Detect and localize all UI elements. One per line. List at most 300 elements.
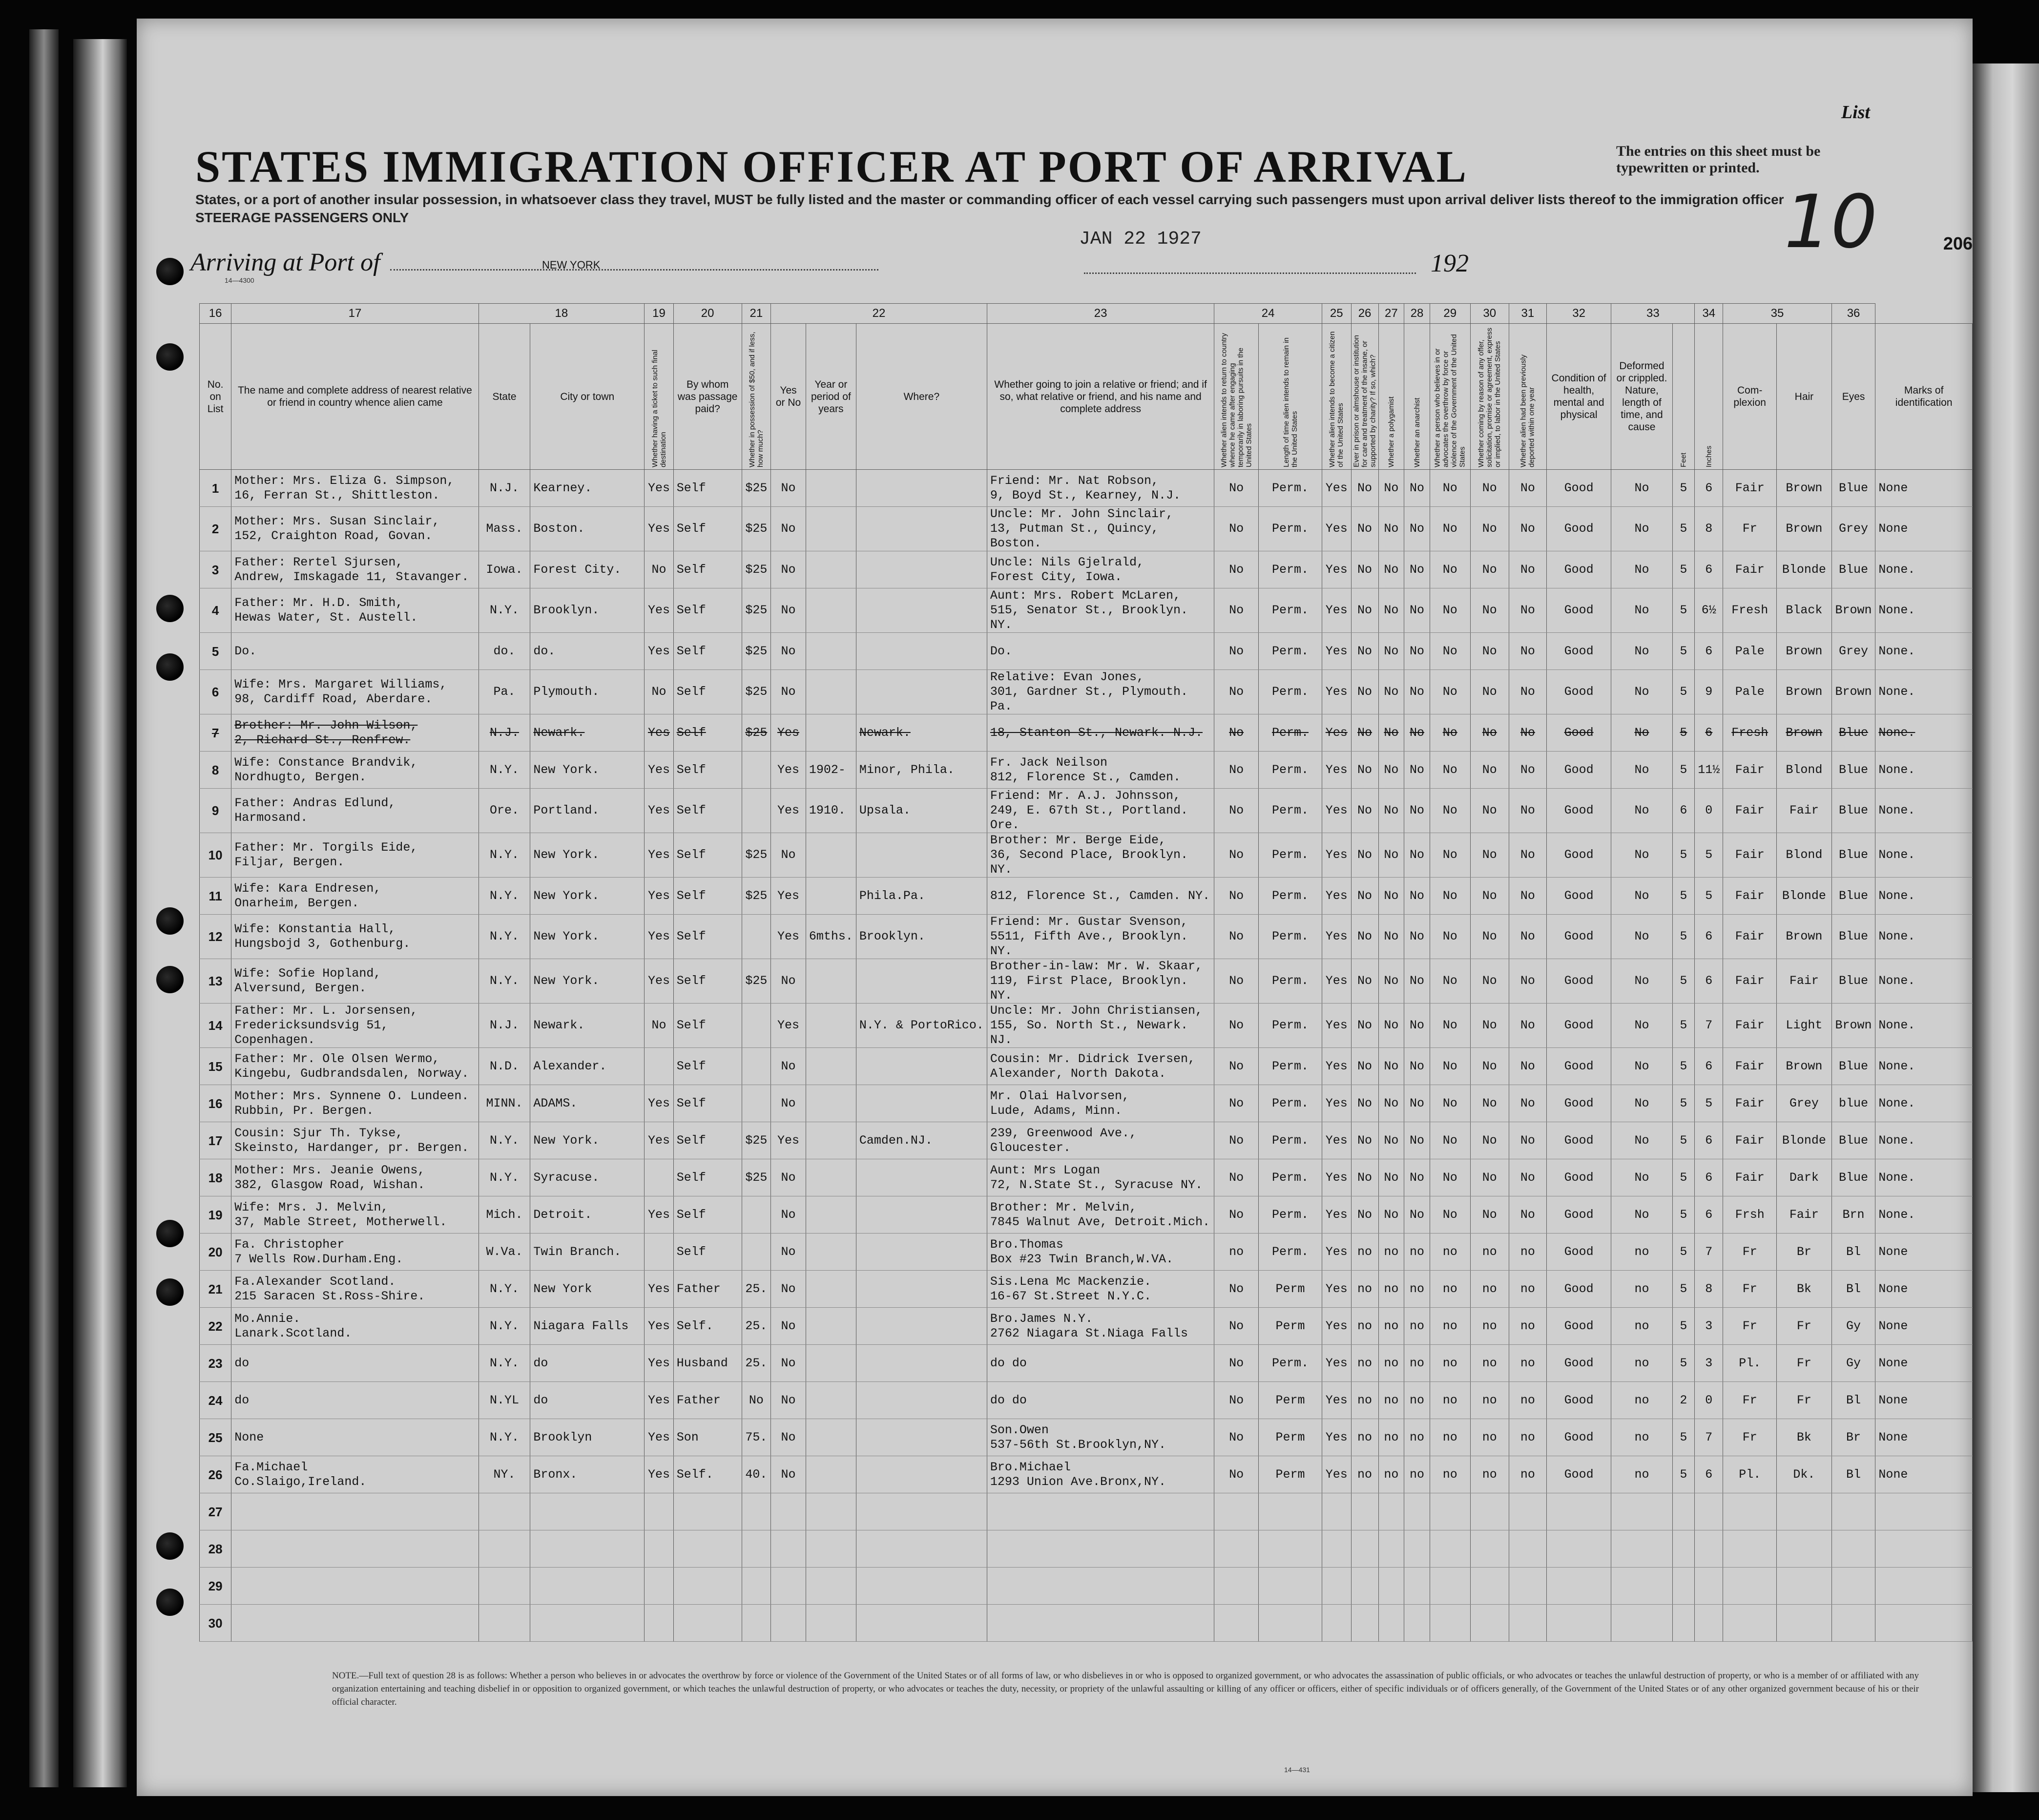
height-inches: 5 [1695,833,1723,878]
joining-relative [987,1159,1214,1196]
purpose-cell: No [1214,1271,1259,1308]
deported-cell: No [1509,1085,1546,1122]
hair-cell: Blond [1777,833,1832,878]
before-year [806,1308,856,1345]
eyes-cell: Bl [1831,1234,1875,1271]
before-where [856,1419,987,1456]
passage-paid-by [673,1605,742,1642]
header-polygamist: Whether a polygamist [1378,324,1404,470]
prison-cell: No [1351,633,1378,670]
before-year [806,1271,856,1308]
table-row [200,878,1973,915]
ticket-cell: Yes [645,633,674,670]
citizen-cell: Yes [1322,833,1351,878]
passage-paid-by: Self [673,714,742,752]
ticket-cell: Yes [645,915,674,959]
polygamist-cell: no [1378,1456,1404,1493]
contract-cell: no [1470,1308,1509,1345]
deformed-cell: No [1611,878,1672,915]
port-name: NEW YORK [542,259,601,271]
joining-relative-line1: Cousin: Mr. Didrick Iversen, [990,1051,1195,1066]
column-number: 21 [742,304,771,324]
joining-relative-line1: Bro.Michael [990,1460,1071,1474]
before-where [856,1530,987,1568]
purpose-cell [1214,1493,1259,1530]
relative-address [231,633,479,670]
marks-cell: None [1875,1234,1973,1271]
health-cell: Good [1546,633,1611,670]
destination-state: N.Y. [479,588,530,633]
complexion-cell: Fair [1723,1122,1777,1159]
length-of-stay: Perm. [1259,588,1322,633]
money-cell [742,1234,771,1271]
table-row [200,1456,1973,1493]
length-of-stay: Perm. [1259,789,1322,833]
destination-city: Portland. [530,789,645,833]
height-feet: 5 [1672,670,1695,714]
prison-cell: no [1351,1271,1378,1308]
height-feet: 5 [1672,1048,1695,1085]
relative-address-line2: 2, Richard St., Renfrew. [234,732,411,747]
contract-cell: no [1470,1345,1509,1382]
polygamist-cell: no [1378,1419,1404,1456]
money-cell [742,1530,771,1568]
destination-city: Brooklyn. [530,588,645,633]
before-year [806,1605,856,1642]
prison-cell: No [1351,959,1378,1004]
length-of-stay: Perm. [1259,551,1322,588]
prison-cell: No [1351,1196,1378,1234]
destination-city: do. [530,633,645,670]
deformed-cell: No [1611,1048,1672,1085]
height-feet: 5 [1672,1234,1695,1271]
manifest-page [137,19,1973,1796]
relative-address [231,1048,479,1085]
polygamist-cell: No [1378,1159,1404,1196]
contract-cell: No [1470,1122,1509,1159]
eyes-cell: Blue [1831,833,1875,878]
relative-address-line1: Wife: Kara Endresen, [234,881,381,896]
overthrow-cell: no [1430,1382,1470,1419]
polygamist-cell: No [1378,1048,1404,1085]
passage-paid-by: Self [673,1196,742,1234]
eyes-cell: Blue [1831,714,1875,752]
contract-cell: No [1470,1196,1509,1234]
anarchist-cell: No [1404,1004,1430,1048]
citizen-cell: Yes [1322,633,1351,670]
prison-cell: No [1351,670,1378,714]
footnote: NOTE.—Full text of question 28 is as follows: Whether a person who believes in or advocates the overthrow by force or violence of the Government of the United States or of all forms of law, or who disbelieves in or who is opposed to organized government, or who advocates the assassination of public officials, or who advocates or teaches the unlawful destruction of property, or who is a member of or affiliated with any organization entertaining and teaching disbelief in or opposition to organized government, or which teaches the unlawful destruction of property, or who advocates or teaches the duty, necessity, or propriety of the unlawful assaulting or killing of any officer or officers, either of specific individuals or of officers generally, of the Government of the United States or of any other organized government because of his or their official character. [332,1671,1919,1707]
ticket-cell: Yes [645,470,674,507]
destination-city: Bronx. [530,1456,645,1493]
prison-cell: no [1351,1345,1378,1382]
complexion-cell [1723,1493,1777,1530]
overthrow-cell: No [1430,789,1470,833]
joining-relative-line1: 18, Stanton St., Newark. N.J. [990,725,1203,740]
ticket-cell: No [645,670,674,714]
overthrow-cell: No [1430,470,1470,507]
before-where [856,1196,987,1234]
health-cell: Good [1546,507,1611,551]
joining-relative-line2: 9, Boyd St., Kearney, N.J. [990,488,1181,502]
table-row [200,1048,1973,1085]
header-where: Where? [856,324,987,470]
table-row [200,1122,1973,1159]
row-number: 26 [200,1456,231,1493]
complexion-cell: Fair [1723,752,1777,789]
money-cell: $25 [742,670,771,714]
eyes-cell: Blue [1831,959,1875,1004]
destination-state: N.Y. [479,878,530,915]
hair-cell: Dark [1777,1159,1832,1196]
marks-cell [1875,1493,1973,1530]
polygamist-cell: No [1378,752,1404,789]
height-feet: 5 [1672,959,1695,1004]
marks-cell: None. [1875,915,1973,959]
destination-city: Boston. [530,507,645,551]
contract-cell [1470,1493,1509,1530]
before-year [806,1196,856,1234]
polygamist-cell: no [1378,1345,1404,1382]
row-number: 29 [200,1568,231,1605]
header-deformed: Deformed or crippled. Nature, length of time, and cause [1611,324,1672,470]
overthrow-cell [1430,1568,1470,1605]
anarchist-cell: No [1404,1196,1430,1234]
prison-cell: No [1351,752,1378,789]
height-inches [1695,1568,1723,1605]
joining-relative [987,1605,1214,1642]
complexion-cell: Fr [1723,1382,1777,1419]
overthrow-cell: No [1430,1085,1470,1122]
height-inches: 11½ [1695,752,1723,789]
complexion-cell: Fr [1723,1234,1777,1271]
joining-relative [987,1345,1214,1382]
polygamist-cell: No [1378,915,1404,959]
deformed-cell: no [1611,1234,1672,1271]
prison-cell: No [1351,1159,1378,1196]
header-anarchist: Whether an anarchist [1404,324,1430,470]
complexion-cell [1723,1530,1777,1568]
passage-paid-by: Self [673,878,742,915]
before-in-us: Yes [771,915,806,959]
money-cell: $25 [742,551,771,588]
destination-state: N.Y. [479,915,530,959]
height-inches: 3 [1695,1345,1723,1382]
relative-address-line2: 215 Saracen St.Ross-Shire. [234,1289,425,1303]
relative-address-line2: Fredericksundsvig 51, Copenhagen. [234,1018,389,1047]
passage-paid-by: Self [673,1085,742,1122]
deformed-cell: no [1611,1271,1672,1308]
deported-cell: no [1509,1382,1546,1419]
destination-city [530,1568,645,1605]
hair-cell: Br [1777,1234,1832,1271]
marks-cell: None. [1875,878,1973,915]
contract-cell: No [1470,878,1509,915]
destination-state: N.J. [479,470,530,507]
overthrow-cell [1430,1605,1470,1642]
deported-cell: no [1509,1308,1546,1345]
relative-address-line2: Kingebu, Gudbrandsdalen, Norway. [234,1066,469,1081]
ticket-cell: Yes [645,1196,674,1234]
overthrow-cell [1430,1530,1470,1568]
joining-relative [987,1456,1214,1493]
ticket-cell: Yes [645,1085,674,1122]
eyes-cell: Gy [1831,1345,1875,1382]
destination-state [479,1605,530,1642]
before-in-us [771,1605,806,1642]
before-where [856,670,987,714]
column-number: 35 [1723,304,1831,324]
joining-relative [987,1568,1214,1605]
overthrow-cell: No [1430,752,1470,789]
header-passage: By whom was passage paid? [673,324,742,470]
destination-city: do [530,1345,645,1382]
polygamist-cell: No [1378,633,1404,670]
deported-cell: No [1509,670,1546,714]
joining-relative [987,915,1214,959]
relative-address-line1: Mo.Annie. [234,1311,301,1326]
length-of-stay: Perm. [1259,915,1322,959]
destination-state: N.Y. [479,959,530,1004]
relative-address [231,1271,479,1308]
anarchist-cell: No [1404,1159,1430,1196]
joining-relative [987,1308,1214,1345]
row-number: 23 [200,1345,231,1382]
row-number: 3 [200,551,231,588]
height-feet: 5 [1672,752,1695,789]
health-cell: Good [1546,1196,1611,1234]
overthrow-cell: no [1430,1308,1470,1345]
ticket-cell: Yes [645,1456,674,1493]
length-of-stay: Perm. [1259,1048,1322,1085]
before-in-us: No [771,959,806,1004]
joining-relative-line1: Mr. Olai Halvorsen, [990,1088,1129,1103]
overthrow-cell: No [1430,959,1470,1004]
table-row [200,507,1973,551]
passage-paid-by [673,1493,742,1530]
overthrow-cell [1430,1493,1470,1530]
contract-cell: no [1470,1382,1509,1419]
joining-relative [987,1419,1214,1456]
joining-relative-line2: Box #23 Twin Branch,W.VA. [990,1252,1173,1266]
contract-cell: No [1470,551,1509,588]
contract-cell: No [1470,789,1509,833]
overthrow-cell: No [1430,588,1470,633]
health-cell [1546,1493,1611,1530]
overthrow-cell: No [1430,878,1470,915]
passage-paid-by: Self [673,551,742,588]
deported-cell: no [1509,1234,1546,1271]
relative-address [231,1085,479,1122]
passage-paid-by: Self [673,507,742,551]
destination-city: Alexander. [530,1048,645,1085]
purpose-cell: No [1214,1456,1259,1493]
deformed-cell: No [1611,670,1672,714]
binder-hole [156,595,184,622]
marks-cell: None. [1875,1085,1973,1122]
citizen-cell: Yes [1322,1308,1351,1345]
polygamist-cell: No [1378,1196,1404,1234]
relative-address-line1: Mother: Mrs. Synnene O. Lundeen. [234,1088,469,1103]
anarchist-cell: No [1404,470,1430,507]
anarchist-cell: no [1404,1345,1430,1382]
marks-cell: None. [1875,633,1973,670]
health-cell: Good [1546,1345,1611,1382]
relative-address [231,1493,479,1530]
joining-relative-line2: 119, First Place, Brooklyn. NY. [990,974,1188,1003]
polygamist-cell: No [1378,1085,1404,1122]
eyes-cell: blue [1831,1085,1875,1122]
money-cell [742,1493,771,1530]
joining-relative-line1: Do. [990,644,1012,658]
health-cell: Good [1546,1382,1611,1419]
anarchist-cell: no [1404,1382,1430,1419]
deformed-cell: No [1611,1159,1672,1196]
polygamist-cell: No [1378,470,1404,507]
header-money: Whether in possession of $50, and if less, how much? [742,324,771,470]
destination-city: ADAMS. [530,1085,645,1122]
deformed-cell [1611,1568,1672,1605]
joining-relative [987,959,1214,1004]
health-cell [1546,1530,1611,1568]
citizen-cell: Yes [1322,1085,1351,1122]
joining-relative-line1: Bro.Thomas [990,1237,1063,1252]
overthrow-cell: no [1430,1234,1470,1271]
relative-address-line2: Co.Slaigo,Ireland. [234,1474,367,1489]
joining-relative [987,878,1214,915]
relative-address-line1: do [234,1356,250,1370]
before-where: Phila.Pa. [856,878,987,915]
passage-paid-by: Self [673,1004,742,1048]
height-inches: 7 [1695,1419,1723,1456]
footer-form-number: 14—431 [1284,1766,1310,1774]
citizen-cell: Yes [1322,752,1351,789]
row-number: 30 [200,1605,231,1642]
overthrow-cell: No [1430,833,1470,878]
joining-relative-line1: Brother: Mr. Berge Eide, [990,833,1166,847]
citizen-cell: Yes [1322,959,1351,1004]
citizen-cell: Yes [1322,551,1351,588]
height-feet: 5 [1672,1159,1695,1196]
money-cell [742,1568,771,1605]
deformed-cell: No [1611,959,1672,1004]
joining-relative-line2: 7845 Walnut Ave, Detroit.Mich. [990,1214,1210,1229]
destination-state: N.J. [479,714,530,752]
deformed-cell: No [1611,714,1672,752]
deported-cell: No [1509,633,1546,670]
destination-state [479,1530,530,1568]
before-where: N.Y. & PortoRico. [856,1004,987,1048]
destination-city: Niagara Falls [530,1308,645,1345]
money-cell: $25 [742,959,771,1004]
relative-address-line2: 382, Glasgow Road, Wishan. [234,1177,425,1192]
destination-state: MINN. [479,1085,530,1122]
before-in-us: No [771,1456,806,1493]
marks-cell [1875,1568,1973,1605]
complexion-cell: Pale [1723,670,1777,714]
column-number: 26 [1351,304,1378,324]
length-of-stay [1259,1493,1322,1530]
destination-city: New York [530,1271,645,1308]
length-of-stay: Perm. [1259,1159,1322,1196]
anarchist-cell: no [1404,1271,1430,1308]
height-inches [1695,1605,1723,1642]
length-of-stay: Perm [1259,1382,1322,1419]
polygamist-cell: No [1378,789,1404,833]
complexion-cell: Fair [1723,959,1777,1004]
purpose-cell: No [1214,1085,1259,1122]
table-row [200,1271,1973,1308]
health-cell: Good [1546,1234,1611,1271]
row-number: 16 [200,1085,231,1122]
relative-address [231,1234,479,1271]
ticket-cell: Yes [645,1308,674,1345]
ticket-cell: Yes [645,878,674,915]
marks-cell: None. [1875,752,1973,789]
citizen-cell: Yes [1322,1122,1351,1159]
destination-city: Detroit. [530,1196,645,1234]
ticket-cell: Yes [645,959,674,1004]
health-cell: Good [1546,752,1611,789]
header-condition: Condition of health, mental and physical [1546,324,1611,470]
height-inches: 6 [1695,1048,1723,1085]
destination-city: New York. [530,959,645,1004]
passage-paid-by: Self [673,470,742,507]
joining-relative-line2: 72, N.State St., Syracuse NY. [990,1177,1203,1192]
before-year [806,1345,856,1382]
polygamist-cell: No [1378,551,1404,588]
joining-relative-line1: 239, Greenwood Ave., Gloucester. [990,1126,1137,1155]
header-subtitle: States, or a port of another insular possession, in whatsoever class they travel, MUST be fully listed and the master or commanding officer of each vessel carrying such passengers must upon arrival deliver lists thereof to the immigration officer [195,192,1784,207]
ledger-edge [29,29,59,1787]
passage-paid-by: Self [673,670,742,714]
eyes-cell: Brn [1831,1196,1875,1234]
column-number: 20 [673,304,742,324]
anarchist-cell: No [1404,959,1430,1004]
header-state: State [479,324,530,470]
citizen-cell: Yes [1322,1048,1351,1085]
before-where [856,1308,987,1345]
length-of-stay: Perm. [1259,714,1322,752]
destination-state: W.Va. [479,1234,530,1271]
length-of-stay: Perm. [1259,833,1322,878]
deformed-cell: No [1611,470,1672,507]
complexion-cell: Fair [1723,1004,1777,1048]
marks-cell: None [1875,1419,1973,1456]
passage-paid-by: Husband [673,1345,742,1382]
eyes-cell: Blue [1831,915,1875,959]
destination-city: New York. [530,1122,645,1159]
overthrow-cell: No [1430,714,1470,752]
before-where [856,1085,987,1122]
contract-cell: no [1470,1419,1509,1456]
before-where: Camden.NJ. [856,1122,987,1159]
column-number: 17 [231,304,479,324]
before-in-us [771,1493,806,1530]
purpose-cell: No [1214,789,1259,833]
citizen-cell [1322,1568,1351,1605]
column-number-row [200,304,1973,324]
destination-city: Brooklyn [530,1419,645,1456]
before-in-us: No [771,1271,806,1308]
before-where [856,1345,987,1382]
destination-state: N.Y. [479,752,530,789]
anarchist-cell: No [1404,878,1430,915]
joining-relative [987,507,1214,551]
polygamist-cell: No [1378,588,1404,633]
purpose-cell: No [1214,1345,1259,1382]
before-year [806,633,856,670]
